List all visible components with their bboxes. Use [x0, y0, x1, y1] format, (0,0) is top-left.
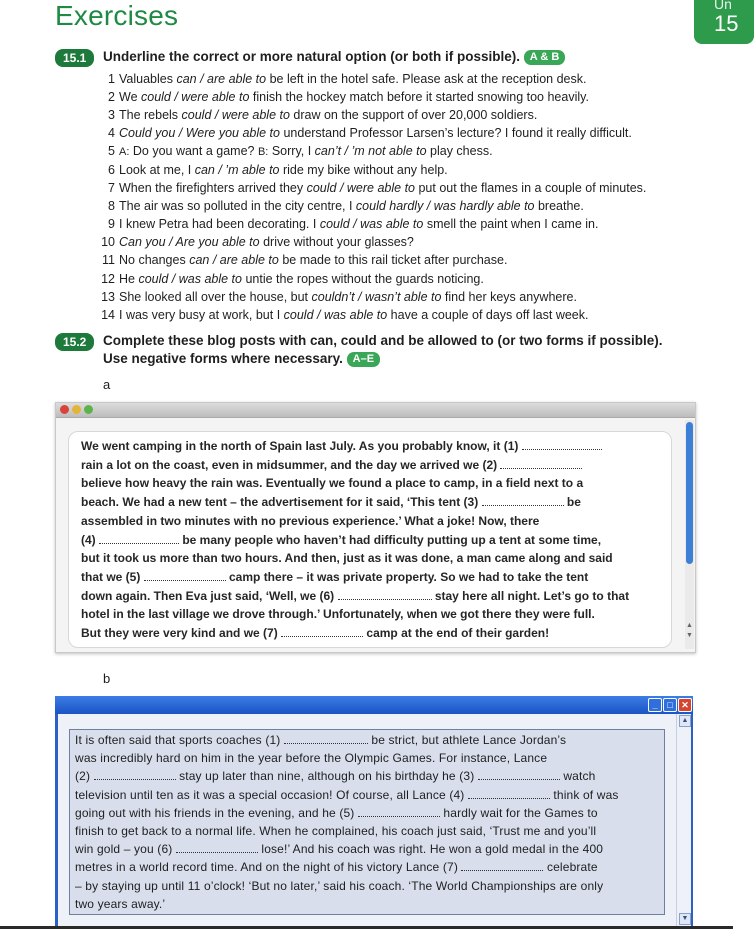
exercise-item: [95, 306, 715, 324]
scroll-up-arrow-icon[interactable]: ▲: [686, 622, 693, 629]
item-text-part: finish the hockey match before it started snowing too heavily.: [249, 90, 589, 105]
blog-text: hotel in the last village we drove through.’ Unfortunately, when we got there they were full.: [81, 607, 595, 622]
blog-line: [81, 437, 661, 456]
exercise-badge-15-2: 15.2: [55, 333, 94, 351]
exercise-item: [95, 124, 715, 142]
blog-text: assembled in two minutes with no previous experience.’ What a joke! Now, there: [81, 513, 540, 528]
blog-text: two years away.’: [75, 896, 166, 911]
zoom-dot-icon[interactable]: [84, 405, 93, 414]
blog-line: [81, 474, 661, 493]
item-text: [119, 233, 414, 251]
scroll-down-arrow-icon[interactable]: ▼: [686, 632, 693, 639]
blog-line: [75, 895, 665, 913]
item-text: [119, 161, 448, 179]
answer-options[interactable]: Can you / Are you able to: [119, 235, 260, 250]
scrollbar-thumb[interactable]: [686, 422, 693, 564]
blog-post-b: [75, 731, 665, 913]
blog-line: [81, 587, 661, 606]
blog-line: [75, 840, 665, 858]
item-text-part: play chess.: [426, 144, 493, 159]
minimize-dot-icon[interactable]: [72, 405, 81, 414]
blog-line: [81, 493, 661, 512]
item-text-part: Sorry, I: [268, 144, 315, 159]
blog-text: It is often said that sports coaches (1): [75, 733, 284, 747]
answer-options[interactable]: could / were able to: [181, 108, 290, 123]
blog-line: [75, 804, 665, 822]
exercise-item: [95, 197, 715, 215]
item-text-part: No changes: [119, 253, 190, 268]
exercise-item: [95, 215, 715, 233]
item-text-part: drive without your glasses?: [259, 235, 414, 250]
exercise-item: [95, 142, 715, 161]
item-text: [119, 179, 646, 197]
answer-options[interactable]: could / was able to: [138, 271, 242, 286]
answer-options[interactable]: can / are able to: [176, 72, 267, 86]
exercise-item: [95, 70, 715, 88]
exercise-item: [95, 288, 715, 306]
answer-blank[interactable]: [176, 842, 258, 853]
minimize-icon[interactable]: _: [648, 698, 662, 712]
item-number: 4: [108, 126, 115, 141]
item-text-part: We: [119, 90, 141, 105]
section-badge: A & B: [524, 50, 566, 65]
blog-text: was incredibly hard on him in the year before the Olympic Games. For instance, Lance: [75, 751, 548, 766]
blog-text: win gold – you (6): [75, 842, 176, 857]
blog-line: [75, 749, 665, 767]
close-icon[interactable]: ✕: [678, 698, 692, 712]
item-text-part: understand Professor Larsen’s lecture? I found it really difficult.: [279, 126, 632, 141]
blog-text: camp at the end of their garden!: [363, 626, 550, 641]
answer-options[interactable]: Could you / Were you able to: [119, 126, 280, 141]
item-text: [119, 251, 507, 269]
answer-options[interactable]: could / were able to: [306, 181, 415, 196]
answer-blank[interactable]: [338, 589, 432, 600]
blog-text: rain a lot on the coast, even in midsummer, and the day we arrived we (2): [81, 457, 501, 472]
blog-line: [75, 822, 665, 840]
item-text-part: find her keys anywhere.: [441, 289, 577, 304]
item-text-part: The air was so polluted in the city centre, I: [119, 199, 356, 214]
exercise-15-2-instruction: [103, 332, 663, 368]
exercise-item: [95, 106, 715, 124]
blog-line: [75, 877, 665, 895]
item-text-part: Look at me, I: [119, 163, 195, 178]
item-text-part: draw on the support of over 20,000 soldiers.: [289, 108, 538, 123]
answer-blank[interactable]: [281, 626, 363, 637]
item-text: [119, 142, 493, 161]
answer-options[interactable]: can / ’m able to: [194, 163, 280, 178]
blog-text: believe how heavy the rain was. Eventually we found a place to camp, in a field next to a: [81, 476, 584, 491]
item-number: 2: [108, 90, 115, 105]
answer-blank[interactable]: [94, 769, 176, 780]
item-text-part: put out the flames in a couple of minutes.: [415, 181, 647, 196]
answer-options[interactable]: could / were able to: [141, 90, 250, 105]
window-titlebar: [55, 696, 693, 714]
blog-text: be: [563, 495, 581, 510]
blog-window-b: [55, 696, 693, 929]
item-number: 1: [108, 72, 115, 86]
item-text-part: have a couple of days off last week.: [387, 307, 589, 322]
item-text-part: ride my bike without any help.: [279, 163, 448, 178]
answer-blank[interactable]: [358, 806, 440, 817]
instruction-line-2: Use negative forms where necessary.: [103, 351, 343, 366]
item-number: 5: [108, 144, 115, 159]
blog-text: that we (5): [81, 569, 144, 584]
scrollbar[interactable]: [685, 420, 694, 649]
item-text: [119, 88, 589, 106]
blog-text: finish to get back to a normal life. When he complained, his coach just said, ‘Trust me and you’ll: [75, 824, 597, 839]
section-badge: A–E: [347, 352, 380, 367]
blog-text: We went camping in the north of Spain last July. As you probably know, it (1): [81, 439, 522, 453]
blog-line: [81, 605, 661, 624]
speaker-a-label: A:: [119, 146, 130, 159]
blog-line: [81, 568, 661, 587]
item-text-part: breathe.: [534, 199, 584, 214]
scroll-up-arrow-icon[interactable]: ▲: [679, 715, 691, 727]
blog-post-a: [81, 437, 661, 643]
blog-text: going out with his friends in the evening, and he (5): [75, 805, 358, 820]
item-text: [119, 288, 577, 306]
page-title: Exercises: [55, 0, 179, 31]
unit-tab-label: Un: [714, 0, 732, 12]
blog-text: camp there – it was private property. So we had to take the tent: [225, 569, 589, 584]
answer-options[interactable]: can / are able to: [189, 253, 279, 268]
item-text-part: untie the ropes without the guards noticing.: [242, 271, 484, 286]
exercise-item: [95, 233, 715, 251]
blog-text: stay here all night. Let’s go to that: [431, 588, 630, 603]
item-text-part: I was very busy at work, but I: [119, 307, 284, 322]
item-text-part: She looked all over the house, but: [119, 289, 312, 304]
exercise-item: [95, 88, 715, 106]
exercise-15-1-items: [95, 70, 715, 324]
exercise-badge-15-1: 15.1: [55, 49, 94, 67]
item-number: 13: [101, 289, 115, 304]
answer-blank[interactable]: [478, 769, 560, 780]
blog-line: [75, 786, 665, 804]
blog-text: (4): [81, 532, 99, 547]
answer-options[interactable]: can’t / ’m not able to: [314, 144, 427, 159]
item-text: [119, 197, 584, 215]
item-text: [119, 270, 484, 288]
item-text-part: be made to this rail ticket after purchase.: [278, 253, 508, 268]
blog-text: television until ten as it was a special occasion! Of course, all Lance (4): [75, 787, 468, 802]
blog-text: stay up later than nine, although on his birthday he (3): [175, 769, 478, 784]
item-number: 10: [101, 235, 115, 250]
item-text: [119, 106, 537, 124]
item-text: [119, 215, 598, 233]
item-number: 8: [108, 199, 115, 214]
blog-text: down again. Then Eva just said, ‘Well, we (6): [81, 588, 338, 603]
part-label-b: b: [103, 671, 111, 686]
blog-line: [81, 456, 661, 475]
exercise-item: [95, 179, 715, 197]
blog-text: – by staying up until 11 o’clock! ‘But no later,’ said his coach. ‘The World Championships are only: [75, 878, 604, 893]
blog-text: celebrate: [543, 860, 598, 875]
item-text: [119, 124, 632, 142]
blog-text: watch: [559, 769, 596, 784]
instruction-line-1: Complete these blog posts with can, could and be allowed to (or two forms if possible).: [103, 333, 663, 348]
exercise-item: [95, 161, 715, 179]
exercise-15-1-instruction: [103, 48, 565, 66]
answer-blank[interactable]: [482, 495, 564, 506]
unit-tab: [694, 0, 754, 44]
blog-line: [75, 731, 665, 749]
item-number: 14: [101, 307, 115, 322]
answer-blank[interactable]: [144, 570, 226, 581]
item-text-part: Do you want a game?: [129, 144, 258, 159]
answer-options[interactable]: could / was able to: [283, 307, 388, 322]
blog-text: be many people who haven’t had difficulty putting up a tent at some time,: [179, 532, 602, 547]
scrollbar[interactable]: [676, 714, 691, 929]
blog-text: (2): [75, 769, 94, 784]
item-number: 12: [101, 271, 115, 286]
item-text-part: He: [119, 271, 139, 286]
item-text-part: The rebels: [119, 108, 182, 123]
answer-options[interactable]: couldn’t / wasn’t able to: [311, 289, 442, 304]
blog-text: but it took us more than two hours. And then, just as it was done, a man came along and said: [81, 551, 613, 566]
item-text-part: Valuables: [119, 72, 177, 86]
blog-line: [81, 512, 661, 531]
blog-text: lose!’ And his coach was right. He won a gold medal in the 400: [257, 842, 604, 857]
answer-blank[interactable]: [500, 458, 582, 469]
answer-blank[interactable]: [461, 860, 543, 871]
blog-line: [81, 549, 661, 568]
answer-options[interactable]: could hardly / was hardly able to: [355, 199, 535, 214]
item-text-part: be left in the hotel safe. Please ask at the reception desk.: [266, 72, 587, 86]
blog-text: beach. We had a new tent – the advertisement for it said, ‘This tent (3): [81, 495, 482, 510]
instruction-text: Underline the correct or more natural option (or both if possible).: [103, 49, 521, 64]
maximize-icon[interactable]: □: [663, 698, 677, 712]
exercise-item: [95, 251, 715, 269]
blog-text: be strict, but athlete Lance Jordan’s: [367, 733, 567, 747]
blog-line: [75, 858, 665, 876]
answer-options[interactable]: could / was able to: [319, 217, 424, 232]
answer-blank[interactable]: [284, 733, 368, 744]
item-number: 9: [108, 217, 115, 232]
item-text: [119, 70, 586, 88]
item-text-part: When the firefighters arrived they: [119, 181, 307, 196]
part-label-a: a: [103, 377, 111, 392]
blog-text: metres in a world record time. And on the night of his victory Lance (7): [75, 860, 462, 875]
item-text-part: I knew Petra had been decorating. I: [119, 217, 320, 232]
scroll-down-arrow-icon[interactable]: ▼: [679, 913, 691, 925]
exercise-item: [95, 270, 715, 288]
blog-line: [81, 531, 661, 550]
unit-tab-number: 15: [714, 11, 739, 36]
close-dot-icon[interactable]: [60, 405, 69, 414]
speaker-b-label: B:: [257, 146, 269, 159]
item-text: [119, 306, 589, 324]
window-titlebar: [56, 403, 695, 418]
answer-blank[interactable]: [468, 788, 550, 799]
item-number: 7: [108, 181, 115, 196]
item-number: 3: [108, 108, 115, 123]
blog-line: [75, 767, 665, 785]
answer-blank[interactable]: [522, 439, 602, 450]
item-text-part: smell the paint when I came in.: [423, 217, 599, 232]
blog-text: think of was: [549, 787, 619, 802]
answer-blank[interactable]: [99, 533, 179, 544]
blog-window-a: [55, 402, 696, 653]
blog-line: [81, 624, 661, 643]
blog-text: hardly wait for the Games to: [439, 805, 598, 820]
item-number: 11: [102, 253, 115, 268]
blog-text: But they were very kind and we (7): [81, 626, 282, 641]
item-number: 6: [108, 163, 115, 178]
